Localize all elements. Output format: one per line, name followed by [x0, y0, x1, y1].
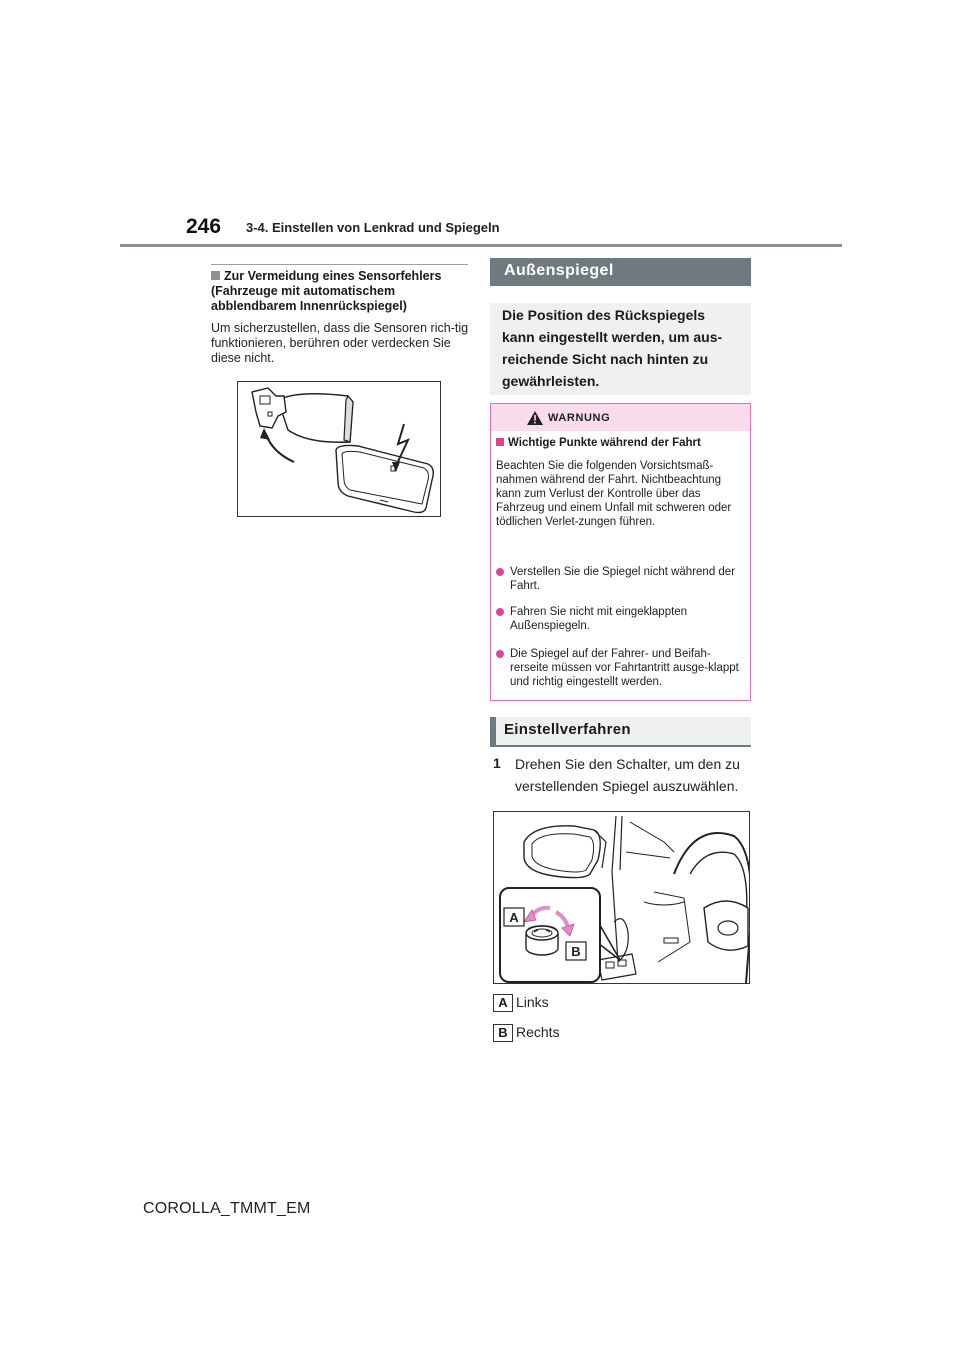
section-band-aussenspiegel: Außenspiegel — [490, 258, 751, 286]
figure-label-a: A — [509, 910, 519, 925]
mirror-switch-figure — [493, 811, 750, 984]
warning-bullet — [496, 605, 746, 633]
warning-bullet — [496, 647, 746, 689]
bullet-dot-icon — [496, 608, 504, 616]
mirror-switch-illustration — [494, 812, 749, 983]
warning-box — [490, 403, 751, 701]
footer-document-code: COROLLA_TMMT_EM — [143, 1200, 311, 1217]
square-bullet-icon — [496, 438, 504, 446]
warning-bullet-text: Die Spiegel auf der Fahrer- und Beifah-rerseite müssen vor Fahrtantritt ausge-klappt und richtig eingestellt werden. — [510, 648, 739, 688]
warning-bullet — [496, 565, 746, 593]
rearview-mirror-figure — [237, 381, 441, 517]
warning-header — [491, 404, 750, 431]
left-body-text: Um sicherzustellen, dass die Sensoren rich-tig funktionieren, berühren oder verdecken Sie diese nicht. — [211, 321, 469, 365]
left-heading-text: Zur Vermeidung eines Sensorfehlers (Fahrzeuge mit automatischem abblendbarem Innenrückspiegel) — [211, 269, 442, 313]
bullet-dot-icon — [496, 568, 504, 576]
left-heading — [211, 269, 469, 314]
warning-title: WARNUNG — [548, 412, 611, 424]
bullet-dot-icon — [496, 650, 504, 658]
figure-label-b: B — [571, 944, 581, 959]
key-label-rechts: Rechts — [516, 1024, 560, 1040]
warning-bullet-text: Fahren Sie nicht mit eingeklappten Außenspiegeln. — [510, 606, 688, 632]
warning-subheading — [496, 437, 746, 449]
warning-triangle-icon — [527, 411, 543, 425]
key-badge-b: B — [493, 1024, 513, 1042]
step-number: 1 — [493, 755, 501, 771]
intro-box: Die Position des Rückspiegels kann eingestellt werden, um aus-reichende Sicht nach hinten zu gewährleisten. — [490, 303, 751, 395]
header-rule — [120, 244, 842, 247]
section-title: 3-4. Einstellen von Lenkrad und Spiegeln — [246, 220, 500, 235]
rearview-mirror-illustration — [238, 382, 440, 516]
warning-bullet-text: Verstellen Sie die Spiegel nicht während der Fahrt. — [510, 566, 736, 592]
step-text: Drehen Sie den Schalter, um den zu verstellenden Spiegel auszuwählen. — [515, 756, 740, 794]
key-badge-a: A — [493, 994, 513, 1012]
warning-text: Beachten Sie die folgenden Vorsichtsmaß-nahmen während der Fahrt. Nichtbeachtung kann zum Verlust der Kontrolle über das Fahrzeug und einem Unfall mit schweren oder tödlichen Verlet-zungen führen. — [496, 460, 732, 528]
square-bullet-icon — [211, 271, 220, 280]
section-band-einstellverfahren: Einstellverfahren — [490, 717, 751, 747]
left-section-rule — [211, 264, 468, 265]
key-label-links: Links — [516, 994, 549, 1010]
page-number: 246 — [186, 215, 222, 238]
warning-subheading-text: Wichtige Punkte während der Fahrt — [508, 437, 701, 449]
